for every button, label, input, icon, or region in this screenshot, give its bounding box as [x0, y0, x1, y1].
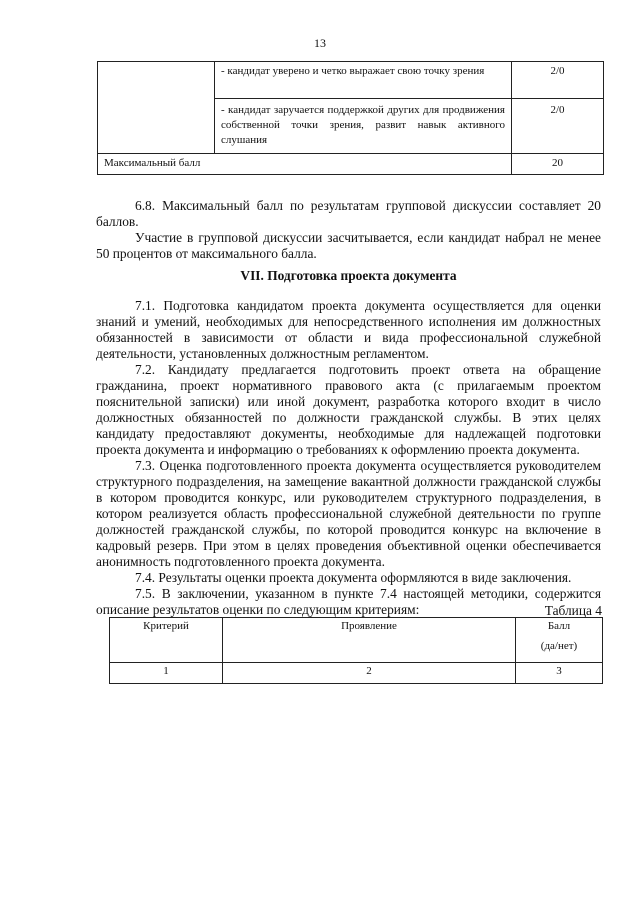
page-number: 13 [314, 36, 326, 50]
paragraph-7-5: 7.5. В заключении, указанном в пункте 7.4 настоящей методики, содержится описание результатов оценки по следующим критериям: [96, 586, 601, 617]
paragraph-7-1: 7.1. Подготовка кандидатом проекта документа осуществляется для оценки знаний и умений, необходимых для непосредственного исполнения им должностных обязанностей в зависимости от области и вида профессиональной служебной деятельности, установленных должностным регламентом. [96, 298, 601, 361]
table-cell: 2/0 [512, 62, 604, 99]
max-score-value: 20 [512, 154, 604, 175]
header-score-line1: Балл [547, 620, 571, 632]
column-number: 2 [223, 663, 516, 684]
table-row [98, 62, 604, 99]
criteria-table-4 [109, 617, 603, 684]
table-cell: - кандидат уверено и четко выражает свою точку зрения [215, 62, 512, 99]
paragraph-6-8: 6.8. Максимальный балл по результатам групповой дискуссии составляет 20 баллов. [96, 198, 601, 229]
header-manifestation: Проявление [223, 618, 516, 663]
paragraph-7-3: 7.3. Оценка подготовленного проекта документа осуществляется руководителем структурного подразделения, на замещение вакантной должности гражданской службы в котором проводится конкурс, или руководителем структурного подразделения, в котором реализуется область профессиональной служебной деятельности по группе должностей гражданской службы, по которой проводится конкурс на включение в кадровый резерв. При этом в целях проведения объективной оценки обеспечивается анонимность подготовленного проекта документа. [96, 458, 601, 569]
table-row [110, 663, 603, 684]
paragraph-7-2: 7.2. Кандидату предлагается подготовить проект ответа на обращение гражданина, проект нормативного правового акта (с прилагаемым проектом пояснительной записки) или иной документ, разработка которого входит в число должностных обязанностей по должности гражданской службы. В этих целях кандидату предоставляют документы, необходимые для надлежащей подготовки проекта документа и информацию о требованиях к оформлению проекта документа. [96, 362, 601, 457]
column-number: 3 [516, 663, 603, 684]
table-cell [98, 62, 215, 154]
table-cell: 2/0 [512, 99, 604, 154]
header-score [516, 618, 603, 663]
paragraph-participation: Участие в групповой дискуссии засчитывается, если кандидат набрал не менее 50 процентов от максимального балла. [96, 230, 601, 261]
paragraph-7-4: 7.4. Результаты оценки проекта документа оформляются в виде заключения. [135, 570, 572, 585]
section-heading: VII. Подготовка проекта документа [240, 268, 457, 283]
table-4-title: Таблица 4 [544, 603, 602, 618]
max-score-label: Максимальный балл [98, 154, 512, 175]
column-number: 1 [110, 663, 223, 684]
table-header-row [110, 618, 603, 663]
criteria-table-continued [97, 61, 604, 175]
header-score-line2: (да/нет) [540, 640, 578, 652]
header-criterion: Критерий [110, 618, 223, 663]
table-cell: - кандидат заручается поддержкой других для продвижения собственной точки зрения, развит навык активного слушания [215, 99, 512, 154]
table-row [98, 154, 604, 175]
